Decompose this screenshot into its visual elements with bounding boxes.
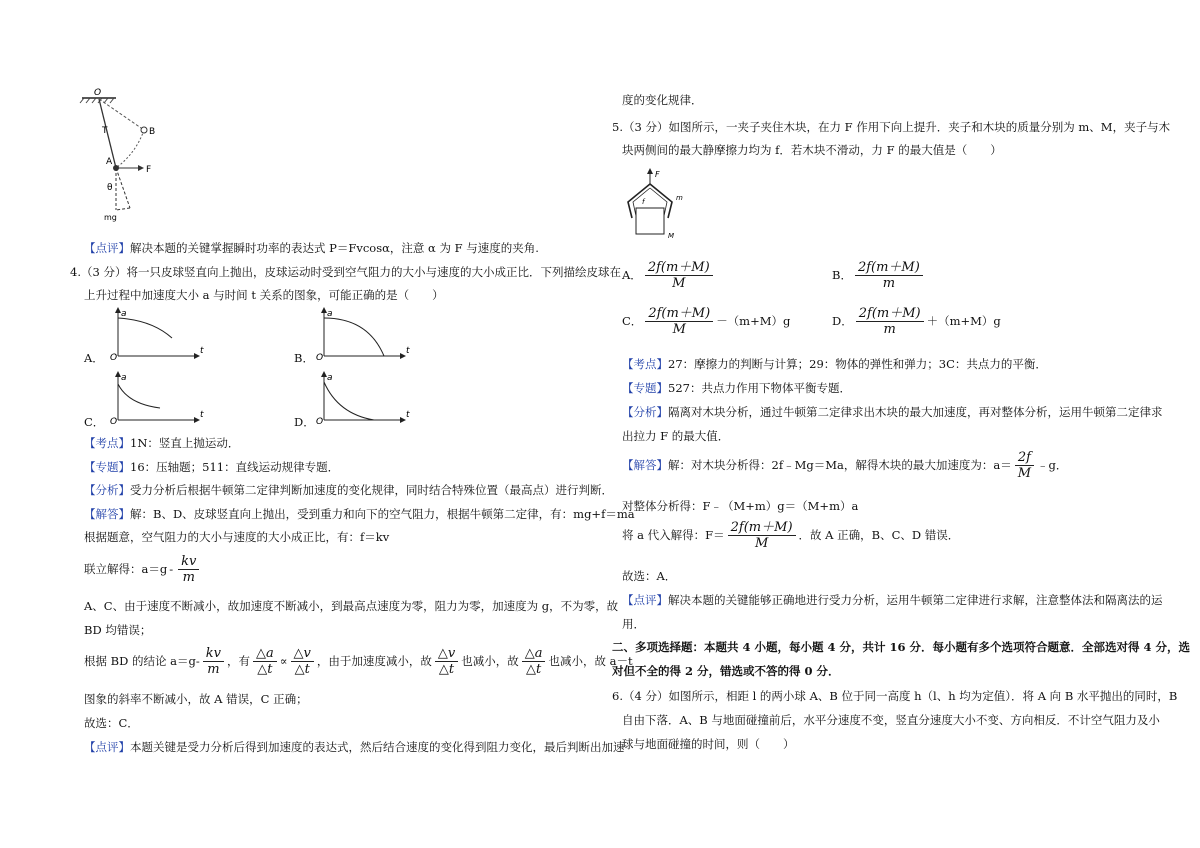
opt-tail: ＋（m+M）g <box>926 314 1001 328</box>
q4-fenxi <box>84 482 613 499</box>
option-d-label: D． <box>294 415 315 429</box>
axis-t: t <box>200 410 204 420</box>
q4-continuation: 度的变化规律． <box>622 93 703 107</box>
q4-jieda <box>84 506 635 523</box>
jieda-tag: 【解答】 <box>84 507 130 521</box>
kaodian-tag: 【考点】 <box>622 357 668 371</box>
dianping-line1: 解决本题的关键能够正确地进行受力分析，运用牛顿第二定律进行求解，注意整体法和隔离法的运 <box>668 593 1163 607</box>
opt-tail: －（m+M）g <box>716 314 791 328</box>
q5-option-c <box>622 306 790 337</box>
q4-answer: 故选：C． <box>84 716 139 730</box>
q5-stem-line2: 块两侧间的最大静摩擦力均为 f．若木块不滑动，力 F 的最大值是（ ） <box>622 143 1002 157</box>
kaodian-text: 1N：竖直上抛运动． <box>130 436 240 450</box>
fig-label-a: A <box>106 157 113 167</box>
fig-label-mg: mg <box>104 213 117 222</box>
frac-num: kv <box>178 554 199 570</box>
q5-answer: 故选：A． <box>622 569 677 583</box>
fig-label-theta: θ <box>107 183 113 193</box>
frac-den: m <box>883 322 896 337</box>
fig-label-M: M <box>668 232 675 240</box>
fig-label-f: f <box>642 198 645 206</box>
frac-num: kv <box>203 646 224 662</box>
comment-text: 解决本题的关键掌握瞬时功率的表达式 P＝Fvcosα，注意 α 为 F 与速度的夹角. <box>130 241 539 255</box>
frac-den: M <box>754 536 769 551</box>
axis-o: O <box>110 417 118 427</box>
frac-num: △v <box>291 646 314 662</box>
frac-den: △t <box>294 662 310 677</box>
q5-fenxi <box>622 404 1163 421</box>
axis-a: a <box>327 373 333 383</box>
frac-dv-dt-2 <box>435 646 458 677</box>
q4-kaodian <box>84 435 239 452</box>
q5-stem-line1: 5.（3 分）如图所示，一夹子夹住木块，在力 F 作用下向上提升．夹子和木块的质量分别为 m、M，夹子与木 <box>612 120 1171 134</box>
axis-t: t <box>406 410 410 420</box>
frac-num: △a <box>522 646 546 662</box>
frac-opt-c <box>645 306 713 337</box>
jieda3-post: ．故 A 正确，B、C、D 错误． <box>798 528 960 542</box>
axis-o: O <box>316 417 324 427</box>
axis-t: t <box>200 346 204 356</box>
option-b-label: B． <box>294 351 314 365</box>
q4-stem-line2: 上升过程中加速度大小 a 与时间 t 关系的图象，可能正确的是（ ） <box>84 288 444 302</box>
frac-dv-dt <box>291 646 314 677</box>
option-a-label: A． <box>84 351 104 365</box>
jieda6-e: 也减小，故 a－t <box>548 654 633 668</box>
frac-num: 2f(m＋M) <box>728 520 796 536</box>
fig-label-m: m <box>676 194 683 202</box>
q4-jieda-line5: BD 均错误； <box>84 623 152 637</box>
frac-den: △t <box>438 662 455 677</box>
comment-tag: 【点评】 <box>84 241 130 255</box>
q6-line3: 球与地面碰撞的时间，则（ ） <box>622 737 795 751</box>
q4-jieda-line7: 图象的斜率不断减小，故 A 错误，C 正确； <box>84 692 308 706</box>
opt-label: B． <box>832 268 852 282</box>
kaodian-tag: 【考点】 <box>84 436 130 450</box>
axis-a: a <box>121 309 127 319</box>
frac-num: △a <box>253 646 277 662</box>
frac-num: △v <box>435 646 458 662</box>
q5-zhuanti <box>622 380 851 397</box>
jieda-tag: 【解答】 <box>622 458 668 472</box>
fig-label-F: F <box>655 170 660 179</box>
graph-option-c <box>112 370 207 426</box>
frac-num: 2f(m＋M) <box>645 306 713 322</box>
jieda-line1: 解：B、D、皮球竖直向上抛出，受到重力和向下的空气阻力，根据牛顿第二定律，有：mg+f＝ma <box>130 507 635 521</box>
jieda6-b: ，有 <box>226 654 250 668</box>
opt-label: D． <box>832 314 853 328</box>
jieda6-c: ，由于加速度减小，故 <box>316 654 432 668</box>
q5-dianping <box>622 592 1163 609</box>
frac-den: M <box>672 276 686 291</box>
kaodian-text: 27：摩擦力的判断与计算；29：物体的弹性和弹力；3C：共点力的平衡． <box>668 357 1047 371</box>
q5-fenxi-line2: 出拉力 F 的最大值． <box>622 429 730 443</box>
dianping-text: 本题关键是受力分析后得到加速度的表达式，然后结合速度的变化得到阻力变化，最后判断出加速 <box>130 740 625 754</box>
q4-jieda-line6: 根据 BD 的结论 a＝g - $\frac{kv}{m}$ ，有 $\frac{\triangle a}{\triangle t}$ ∝ $\frac{\triangle v}{\triangle t}$ ，由于加速度减小，故 $\frac{\triangle v}{\triangle t}$ 也减小，故 $\frac{\triangle a}{\triangle t}$ 也减小，故 a－t <box>84 646 633 677</box>
q5-jieda-line2: 对整体分析得：F﹣（M+m）g＝（M+m）a <box>622 499 859 513</box>
frac-den: m <box>207 662 220 677</box>
frac-F <box>728 520 796 551</box>
q5-option-d <box>832 306 1001 337</box>
fenxi-text: 受力分析后根据牛顿第二定律判断加速度的变化规律，同时结合特殊位置（最高点）进行判断． <box>130 483 613 497</box>
graph-option-d <box>318 370 413 426</box>
fig-label-f: F <box>146 165 152 175</box>
frac-da-dt <box>253 646 277 677</box>
q4-jieda-line3: 联立解得：a＝g - $\frac{kv}{m}$ <box>84 554 202 585</box>
q4-zhuanti <box>84 459 339 476</box>
pendulum-figure <box>74 88 184 223</box>
q4-jieda-line4: A、C、由于速度不断减小，故加速度不断减小，到最高点速度为零，阻力为零，加速度为 g，不为零，故 <box>84 599 619 613</box>
q4-dianping <box>84 739 625 756</box>
opt-label: C． <box>622 314 643 328</box>
fig-label-b: B <box>149 127 156 137</box>
prop-symbol: ∝ <box>279 654 288 668</box>
frac-den: m <box>182 570 195 585</box>
frac-num: 2f(m＋M) <box>855 260 923 276</box>
dianping-tag: 【点评】 <box>622 593 668 607</box>
jieda3-text: 联立解得：a＝g <box>84 562 168 576</box>
fenxi-line1: 隔离对木块分析，通过牛顿第二定律求出木块的最大加速度，再对整体分析，运用牛顿第二定律求 <box>668 405 1163 419</box>
frac-den: M <box>672 322 686 337</box>
q5-dianping-line2: 用． <box>622 617 645 631</box>
opt-label: A． <box>622 268 642 282</box>
frac-den: M <box>1017 466 1032 481</box>
frac-den: m <box>882 276 896 291</box>
jieda6-d: 也减小，故 <box>461 654 519 668</box>
axis-a: a <box>121 373 127 383</box>
axis-a: a <box>327 309 333 319</box>
zhuanti-tag: 【专题】 <box>622 381 668 395</box>
jieda1-post: ﹣g． <box>1037 458 1068 472</box>
frac-den: △t <box>257 662 273 677</box>
fenxi-tag: 【分析】 <box>622 405 668 419</box>
q5-jieda-line1 <box>622 450 1067 481</box>
clamp-figure <box>620 168 700 244</box>
axis-t: t <box>406 346 410 356</box>
zhuanti-text: 527：共点力作用下物体平衡专题． <box>668 381 851 395</box>
frac-num: 2f(m＋M) <box>856 306 924 322</box>
dianping-tag: 【点评】 <box>84 740 130 754</box>
graph-option-a <box>112 306 207 362</box>
frac-opt-a <box>645 260 713 291</box>
q4-jieda-line2: 根据题意，空气阻力的大小与速度的大小成正比，有：f＝kv <box>84 530 390 544</box>
jieda1-pre: 解：对木块分析得：2f﹣Mg＝Ma，解得木块的最大加速度为：a＝ <box>668 458 1012 472</box>
frac-da-dt-2 <box>522 646 546 677</box>
frac-kv-over-m-2 <box>203 646 224 677</box>
q5-option-a <box>622 260 716 291</box>
jieda3-pre: 将 a 代入解得：F＝ <box>622 528 725 542</box>
q5-kaodian <box>622 356 1047 373</box>
frac-kv-over-m <box>178 554 199 585</box>
zhuanti-text: 16：压轴题；511：直线运动规律专题． <box>130 460 340 474</box>
q3-comment <box>84 240 539 257</box>
section2-heading-line2: 对但不全的得 2 分，错选或不答的得 0 分． <box>612 664 840 678</box>
frac-num: 2f(m＋M) <box>645 260 713 276</box>
option-c-label: C． <box>84 415 105 429</box>
q5-jieda-line3 <box>622 520 959 551</box>
q4-stem-line1: 4.（3 分）将一只皮球竖直向上抛出，皮球运动时受到空气阻力的大小与速度的大小成正比．下列描绘皮球在 <box>70 265 621 279</box>
fig-label-o: O <box>94 88 102 98</box>
section2-heading-line1: 二、多项选择题：本题共 4 小题，每小题 4 分，共计 16 分．每小题有多个选项符合题意．全部选对得 4 分，选 <box>612 640 1191 654</box>
frac-opt-d <box>856 306 924 337</box>
fenxi-tag: 【分析】 <box>84 483 130 497</box>
q6-line2: 自由下落．A、B 与地面碰撞前后，水平分速度不变，竖直分速度大小不变、方向相反．不计空气阻力及小 <box>622 713 1160 727</box>
fig-label-t: T <box>102 126 108 136</box>
frac-opt-b <box>855 260 923 291</box>
jieda6-a: 根据 BD 的结论 a＝g <box>84 654 196 668</box>
frac-den: △t <box>525 662 542 677</box>
q6-line1: 6.（4 分）如图所示，相距 l 的两小球 A、B 位于同一高度 h（l、h 均为定值）．将 A 向 B 水平抛出的同时，B <box>612 689 1178 703</box>
q5-option-b <box>832 260 926 291</box>
graph-option-b <box>318 306 413 362</box>
frac-num: 2f <box>1015 450 1034 466</box>
zhuanti-tag: 【专题】 <box>84 460 130 474</box>
axis-o: O <box>110 353 118 363</box>
frac-2f-over-M <box>1015 450 1034 481</box>
axis-o: O <box>316 353 324 363</box>
